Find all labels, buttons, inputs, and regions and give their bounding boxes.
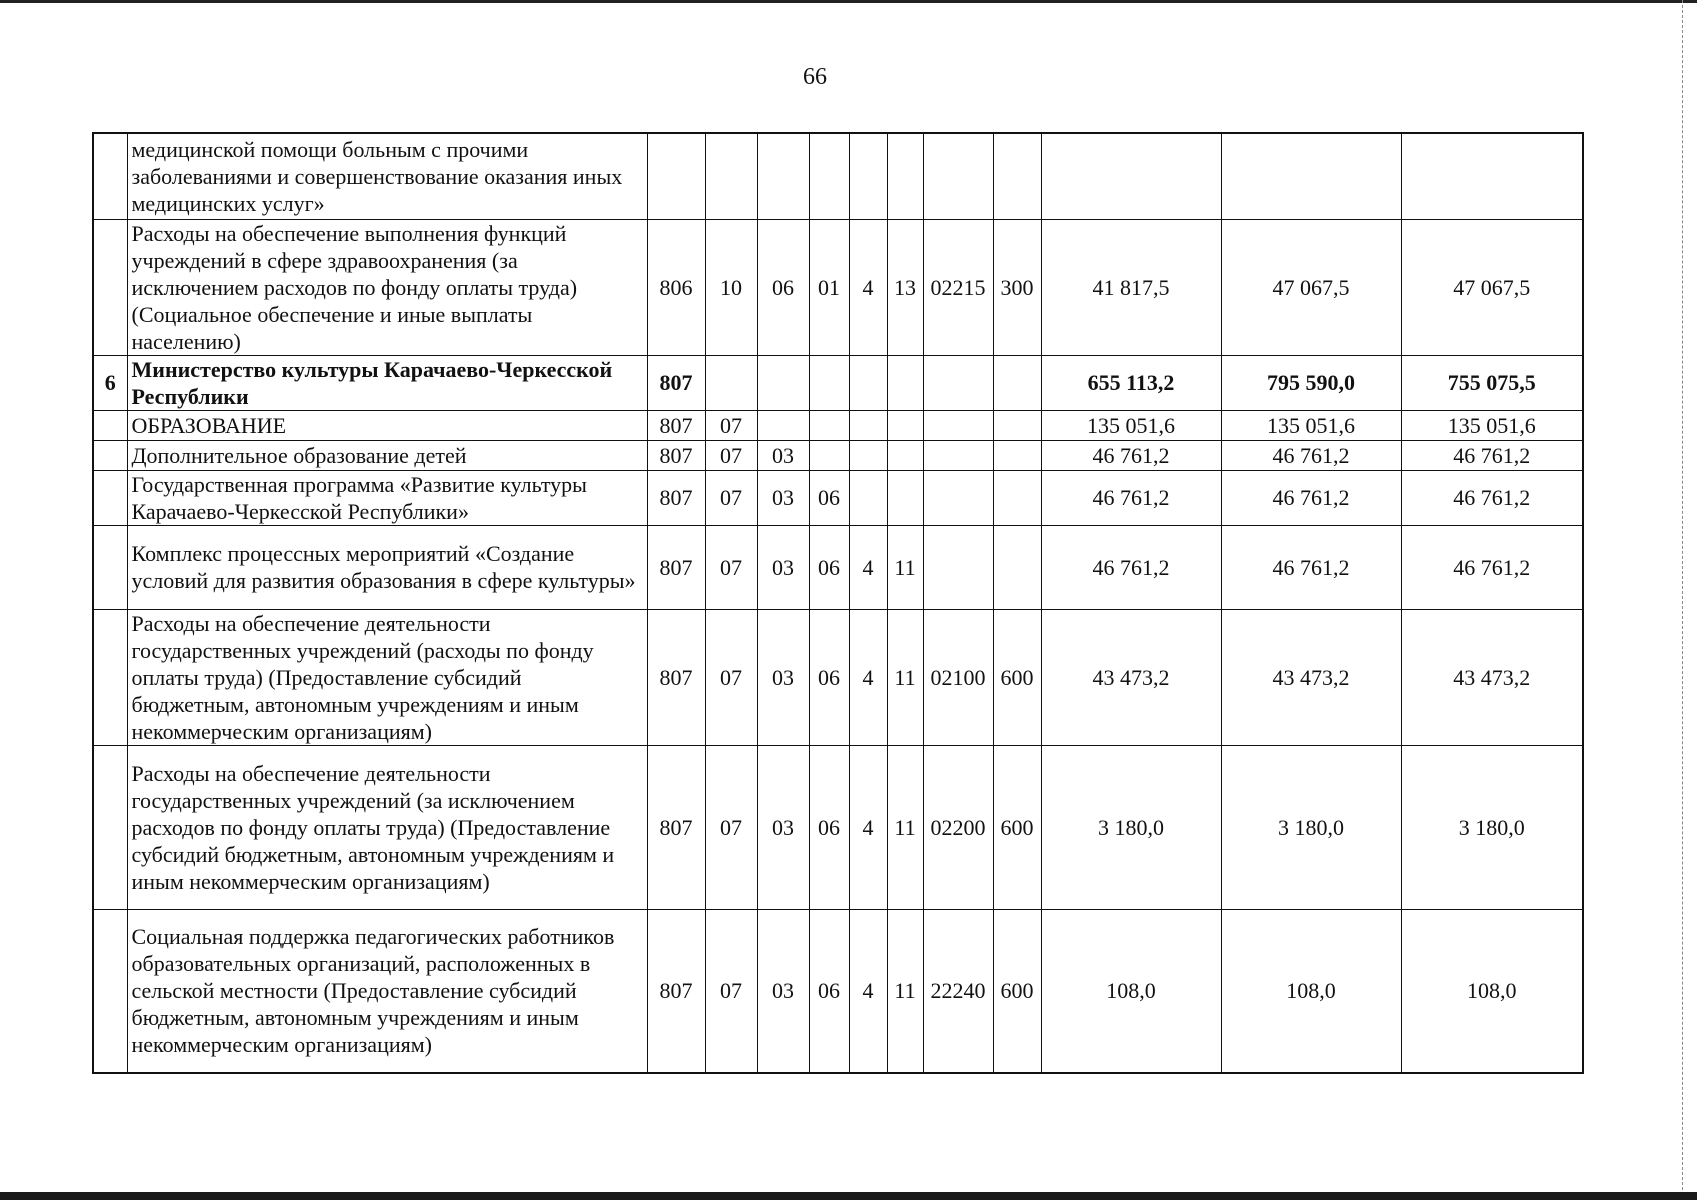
amount-year-1: 135 051,6 bbox=[1041, 410, 1221, 440]
code-vid-rashodov bbox=[993, 410, 1041, 440]
amount-year-1: 108,0 bbox=[1041, 909, 1221, 1073]
amount-year-2: 3 180,0 bbox=[1221, 745, 1401, 909]
code-podrazdel: 03 bbox=[757, 440, 809, 470]
amount-year-3: 755 075,5 bbox=[1401, 355, 1583, 410]
code-subprogram: 11 bbox=[887, 525, 923, 609]
code-podrazdel: 03 bbox=[757, 909, 809, 1073]
code-subprogram bbox=[887, 470, 923, 525]
code-vedomstvo bbox=[647, 133, 705, 219]
scan-bottom-edge bbox=[0, 1192, 1697, 1200]
amount-year-2 bbox=[1221, 133, 1401, 219]
table-row bbox=[93, 355, 1583, 410]
code-vid-rashodov: 600 bbox=[993, 745, 1041, 909]
code-type bbox=[849, 410, 887, 440]
row-number bbox=[93, 133, 127, 219]
amount-year-2: 108,0 bbox=[1221, 909, 1401, 1073]
amount-year-3: 3 180,0 bbox=[1401, 745, 1583, 909]
table-row bbox=[93, 745, 1583, 909]
code-direction: 02100 bbox=[923, 609, 993, 745]
code-razdel bbox=[705, 355, 757, 410]
code-podrazdel: 06 bbox=[757, 219, 809, 355]
amount-year-3: 46 761,2 bbox=[1401, 525, 1583, 609]
code-direction: 02200 bbox=[923, 745, 993, 909]
amount-year-3: 46 761,2 bbox=[1401, 470, 1583, 525]
row-number bbox=[93, 909, 127, 1073]
table-body bbox=[93, 133, 1583, 1073]
amount-year-3: 108,0 bbox=[1401, 909, 1583, 1073]
table-row bbox=[93, 410, 1583, 440]
code-razdel: 07 bbox=[705, 525, 757, 609]
code-vedomstvo: 806 bbox=[647, 219, 705, 355]
amount-year-2: 135 051,6 bbox=[1221, 410, 1401, 440]
amount-year-1: 46 761,2 bbox=[1041, 440, 1221, 470]
code-vid-rashodov: 600 bbox=[993, 609, 1041, 745]
code-vid-rashodov bbox=[993, 470, 1041, 525]
code-vedomstvo: 807 bbox=[647, 440, 705, 470]
row-name: Дополнительное образование детей bbox=[127, 440, 647, 470]
amount-year-2: 46 761,2 bbox=[1221, 470, 1401, 525]
amount-year-3: 47 067,5 bbox=[1401, 219, 1583, 355]
table-row bbox=[93, 609, 1583, 745]
code-razdel: 07 bbox=[705, 745, 757, 909]
amount-year-2: 795 590,0 bbox=[1221, 355, 1401, 410]
scan-top-edge bbox=[0, 0, 1697, 3]
code-type: 4 bbox=[849, 745, 887, 909]
code-vid-rashodov bbox=[993, 355, 1041, 410]
code-direction: 02215 bbox=[923, 219, 993, 355]
table-row bbox=[93, 909, 1583, 1073]
code-subprogram bbox=[887, 440, 923, 470]
code-direction bbox=[923, 470, 993, 525]
code-program bbox=[809, 355, 849, 410]
row-number: 6 bbox=[93, 355, 127, 410]
code-podrazdel bbox=[757, 410, 809, 440]
code-program bbox=[809, 410, 849, 440]
table-row bbox=[93, 525, 1583, 609]
code-type bbox=[849, 440, 887, 470]
code-podrazdel bbox=[757, 355, 809, 410]
row-number bbox=[93, 745, 127, 909]
code-program: 06 bbox=[809, 609, 849, 745]
code-program: 06 bbox=[809, 470, 849, 525]
code-vedomstvo: 807 bbox=[647, 470, 705, 525]
amount-year-2: 46 761,2 bbox=[1221, 525, 1401, 609]
amount-year-3: 46 761,2 bbox=[1401, 440, 1583, 470]
code-razdel: 07 bbox=[705, 609, 757, 745]
code-vedomstvo: 807 bbox=[647, 355, 705, 410]
code-program: 06 bbox=[809, 909, 849, 1073]
amount-year-3: 135 051,6 bbox=[1401, 410, 1583, 440]
code-program: 01 bbox=[809, 219, 849, 355]
row-name: медицинской помощи больным с прочими заболеваниями и совершенствование оказания иных медицинских услуг» bbox=[127, 133, 647, 219]
code-type: 4 bbox=[849, 909, 887, 1073]
code-type: 4 bbox=[849, 525, 887, 609]
code-program: 06 bbox=[809, 525, 849, 609]
code-razdel: 10 bbox=[705, 219, 757, 355]
code-type bbox=[849, 355, 887, 410]
amount-year-3: 43 473,2 bbox=[1401, 609, 1583, 745]
page-number: 66 bbox=[803, 64, 827, 90]
code-direction bbox=[923, 355, 993, 410]
code-razdel: 07 bbox=[705, 909, 757, 1073]
code-type bbox=[849, 133, 887, 219]
scan-right-edge bbox=[1682, 0, 1684, 1190]
code-subprogram: 11 bbox=[887, 745, 923, 909]
code-subprogram bbox=[887, 355, 923, 410]
code-vid-rashodov bbox=[993, 133, 1041, 219]
code-program bbox=[809, 440, 849, 470]
code-podrazdel: 03 bbox=[757, 609, 809, 745]
code-type bbox=[849, 470, 887, 525]
table-row bbox=[93, 219, 1583, 355]
code-vedomstvo: 807 bbox=[647, 609, 705, 745]
amount-year-2: 47 067,5 bbox=[1221, 219, 1401, 355]
code-vedomstvo: 807 bbox=[647, 745, 705, 909]
amount-year-1: 655 113,2 bbox=[1041, 355, 1221, 410]
code-podrazdel: 03 bbox=[757, 525, 809, 609]
row-name: Расходы на обеспечение деятельности государственных учреждений (за исключением расходов по фонду оплаты труда) (Предоставление субсидий бюджетным, автономным учреждениям и иным некоммерческим организациям) bbox=[127, 745, 647, 909]
code-vid-rashodov: 600 bbox=[993, 909, 1041, 1073]
row-name: ОБРАЗОВАНИЕ bbox=[127, 410, 647, 440]
table-row bbox=[93, 440, 1583, 470]
code-direction bbox=[923, 525, 993, 609]
row-name: Министерство культуры Карачаево-Черкесской Республики bbox=[127, 355, 647, 410]
code-razdel bbox=[705, 133, 757, 219]
code-type: 4 bbox=[849, 219, 887, 355]
code-type: 4 bbox=[849, 609, 887, 745]
code-subprogram bbox=[887, 410, 923, 440]
code-program: 06 bbox=[809, 745, 849, 909]
row-name: Социальная поддержка педагогических работников образовательных организаций, расположенных в сельской местности (Предоставление субсидий бюджетным, автономным учреждениям и иным некоммерческим организациям) bbox=[127, 909, 647, 1073]
amount-year-1: 3 180,0 bbox=[1041, 745, 1221, 909]
code-direction bbox=[923, 133, 993, 219]
code-subprogram: 11 bbox=[887, 909, 923, 1073]
amount-year-3 bbox=[1401, 133, 1583, 219]
budget-table bbox=[92, 132, 1584, 1074]
code-vid-rashodov bbox=[993, 525, 1041, 609]
code-subprogram bbox=[887, 133, 923, 219]
code-program bbox=[809, 133, 849, 219]
code-vedomstvo: 807 bbox=[647, 410, 705, 440]
row-name: Комплекс процессных мероприятий «Создание условий для развития образования в сфере культуры» bbox=[127, 525, 647, 609]
code-vedomstvo: 807 bbox=[647, 525, 705, 609]
code-podrazdel bbox=[757, 133, 809, 219]
code-razdel: 07 bbox=[705, 470, 757, 525]
row-name: Расходы на обеспечение выполнения функций учреждений в сфере здравоохранения (за исключением расходов по фонду оплаты труда) (Социальное обеспечение и иные выплаты населению) bbox=[127, 219, 647, 355]
row-number bbox=[93, 525, 127, 609]
amount-year-1 bbox=[1041, 133, 1221, 219]
amount-year-1: 46 761,2 bbox=[1041, 525, 1221, 609]
code-subprogram: 13 bbox=[887, 219, 923, 355]
row-name: Государственная программа «Развитие культуры Карачаево-Черкесской Республики» bbox=[127, 470, 647, 525]
row-number bbox=[93, 609, 127, 745]
table-row bbox=[93, 133, 1583, 219]
code-vid-rashodov bbox=[993, 440, 1041, 470]
code-vid-rashodov: 300 bbox=[993, 219, 1041, 355]
code-vedomstvo: 807 bbox=[647, 909, 705, 1073]
amount-year-1: 46 761,2 bbox=[1041, 470, 1221, 525]
code-podrazdel: 03 bbox=[757, 470, 809, 525]
code-direction bbox=[923, 440, 993, 470]
amount-year-1: 41 817,5 bbox=[1041, 219, 1221, 355]
code-razdel: 07 bbox=[705, 410, 757, 440]
row-name: Расходы на обеспечение деятельности государственных учреждений (расходы по фонду оплаты труда) (Предоставление субсидий бюджетным, автономным учреждениям и иным некоммерческим организациям) bbox=[127, 609, 647, 745]
amount-year-2: 46 761,2 bbox=[1221, 440, 1401, 470]
row-number bbox=[93, 219, 127, 355]
row-number bbox=[93, 440, 127, 470]
row-number bbox=[93, 410, 127, 440]
code-direction: 22240 bbox=[923, 909, 993, 1073]
amount-year-2: 43 473,2 bbox=[1221, 609, 1401, 745]
table-row bbox=[93, 470, 1583, 525]
code-podrazdel: 03 bbox=[757, 745, 809, 909]
code-razdel: 07 bbox=[705, 440, 757, 470]
amount-year-1: 43 473,2 bbox=[1041, 609, 1221, 745]
code-direction bbox=[923, 410, 993, 440]
code-subprogram: 11 bbox=[887, 609, 923, 745]
row-number bbox=[93, 470, 127, 525]
